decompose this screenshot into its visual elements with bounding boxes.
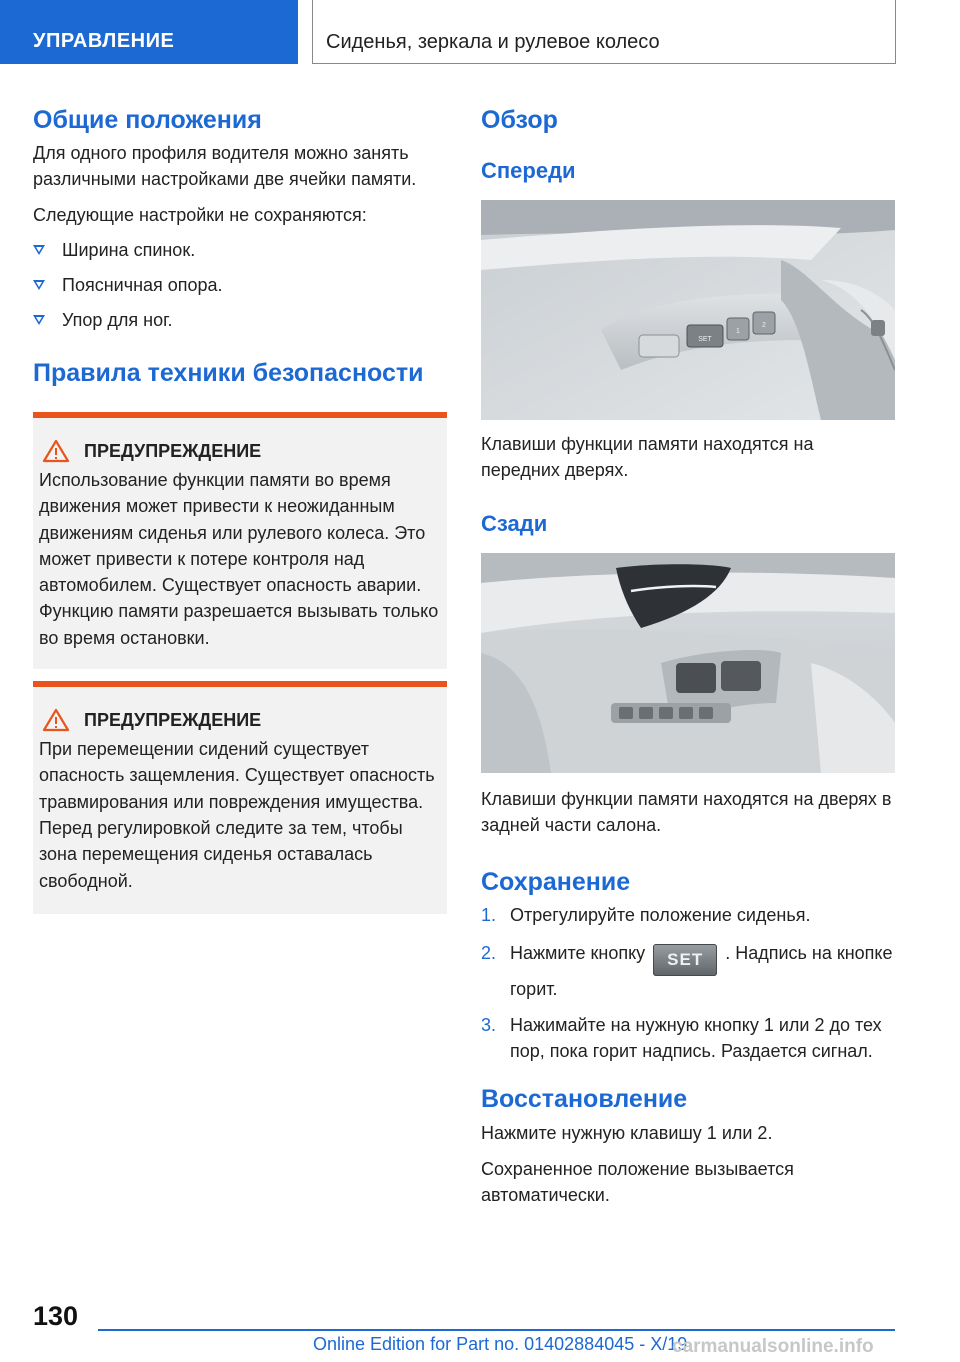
heading-save: Сохранение <box>481 868 631 896</box>
footer-watermark: carmanualsonline.info <box>672 1336 874 1357</box>
list-item: Поясничная опора. <box>33 272 447 298</box>
warning-title: ПРЕДУПРЕЖДЕНИЕ <box>84 710 262 731</box>
intro-paragraph: Для одного профиля водителя можно занять различными настройками две ячейки памяти. <box>33 143 417 189</box>
list-item: 2. Нажмите кнопку SET . Надпись на кнопке горит. <box>481 940 895 1002</box>
heading-restore: Восстановление <box>481 1085 688 1113</box>
step-number: 2. <box>481 943 497 963</box>
photo-label-2: 2 <box>762 322 766 329</box>
rear-caption: Клавиши функции памяти находятся на дверях в задней части салона. <box>481 789 892 835</box>
step-number: 3. <box>481 1015 497 1035</box>
warning-text: Использование функции памяти во время движения может привести к неожиданным движениям сиденья или рулевого колеса. Это может привести к потере контроля над автомобилем. Существует опасность аварии. Функцию памяти разрешается вызывать только во время остановки. <box>39 470 439 648</box>
save-steps <box>481 902 895 1064</box>
list-item: 3. Нажимайте на нужную кнопку 1 или 2 до тех пор, пока горит надпись. Раздается сигнал. <box>481 1012 895 1064</box>
photo-label-1: 1 <box>736 328 740 335</box>
footer-edition: Online Edition for Part no. 01402884045 - X/19 <box>313 1334 688 1354</box>
warning-triangle-icon <box>42 439 70 463</box>
section-tab: УПРАВЛЕНИЕ <box>0 0 298 64</box>
not-saved-label: Следующие настройки не сохраняются: <box>33 205 367 225</box>
bullet-triangle-icon <box>33 315 45 325</box>
warning-triangle-icon <box>42 708 70 732</box>
warning-box <box>33 681 447 914</box>
chapter-title: Сиденья, зеркала и рулевое колесо <box>312 0 896 64</box>
step-number: 1. <box>481 905 497 925</box>
front-caption: Клавиши функции памяти находятся на передних дверях. <box>481 434 814 480</box>
right-column <box>481 104 895 1208</box>
warning-box <box>33 412 447 669</box>
warning-text: При перемещении сидений существует опасность защемления. Существует опасность травмирования или повреждения имущества. Перед регулировкой следите за тем, чтобы зона перемещения сиденья оставалась свободной. <box>39 739 435 891</box>
not-saved-list <box>33 237 447 333</box>
warning-title: ПРЕДУПРЕЖДЕНИЕ <box>84 441 262 461</box>
heading-safety: Правила техники безопасности <box>33 359 424 387</box>
bullet-triangle-icon <box>33 245 45 255</box>
rear-door-photo <box>481 553 895 773</box>
restore-instruction: Нажмите нужную клавишу 1 или 2. <box>481 1123 773 1143</box>
restore-note: Сохраненное положение вызывается автоматически. <box>481 1159 794 1205</box>
heading-rear: Сзади <box>481 511 548 536</box>
heading-overview: Обзор <box>481 106 558 134</box>
list-item: Упор для ног. <box>33 307 447 333</box>
front-door-photo <box>481 200 895 420</box>
set-button-icon: SET <box>653 944 717 976</box>
list-item: 1. Отрегулируйте положение сиденья. <box>481 902 895 928</box>
photo-label-set: SET <box>698 336 712 343</box>
bullet-triangle-icon <box>33 280 45 290</box>
page-number: 130 <box>33 1301 79 1331</box>
list-item: Ширина спинок. <box>33 237 447 263</box>
left-column <box>33 104 447 914</box>
heading-general: Общие положения <box>33 106 262 134</box>
heading-front: Спереди <box>481 158 576 183</box>
footer-divider <box>98 1329 895 1331</box>
